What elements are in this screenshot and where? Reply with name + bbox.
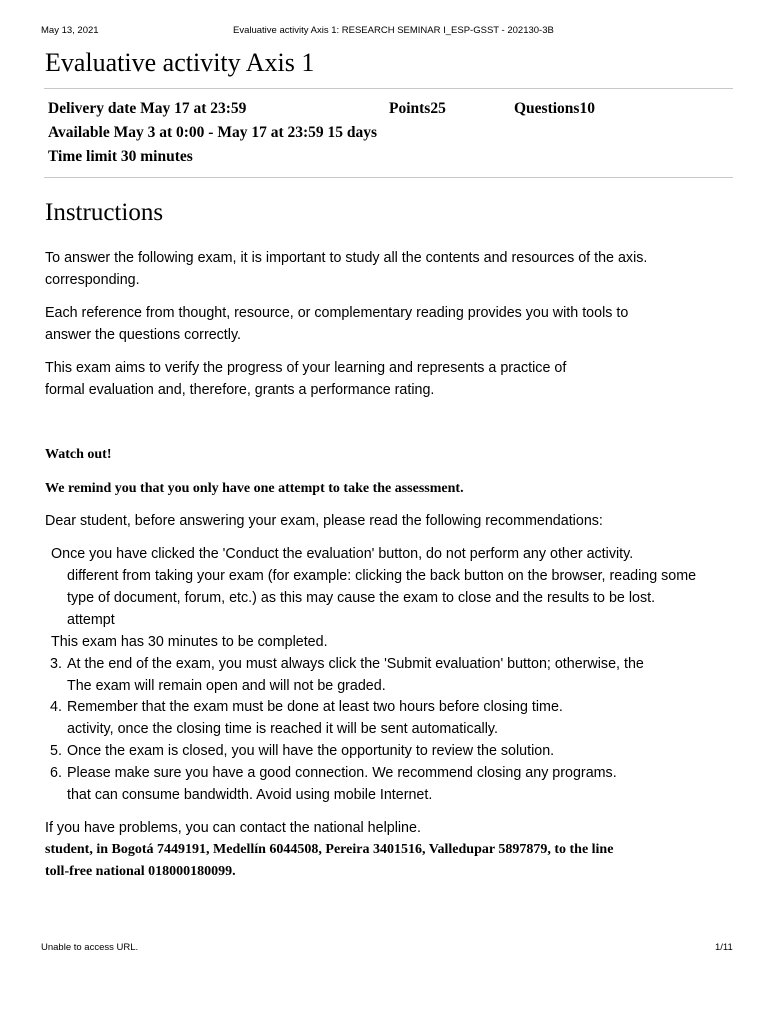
list-item-line: Please make sure you have a good connection. We recommend closing any programs. xyxy=(67,765,617,781)
list-item-continuation xyxy=(67,718,498,740)
instructions-title: Instructions xyxy=(45,199,164,226)
paragraph-line: This exam aims to verify the progress of your learning and represents a practice of xyxy=(45,360,567,376)
one-attempt-notice: We remind you that you only have one attempt to take the assessment. xyxy=(45,481,464,496)
list-item xyxy=(50,696,563,718)
list-item-line: different from taking your exam (for example: clicking the back button on the browser, reading some xyxy=(67,568,697,584)
divider-bottom xyxy=(44,177,733,178)
watch-out-heading: Watch out! xyxy=(45,447,112,462)
divider-top xyxy=(44,88,733,89)
list-number: 3. xyxy=(50,656,62,672)
page-number: 1/11 xyxy=(715,942,733,953)
time-limit: Time limit 30 minutes xyxy=(48,148,193,165)
helpline-text: If you have problems, you can contact the national helpline. xyxy=(45,820,421,836)
list-item-continuation xyxy=(67,565,696,631)
list-item-line: activity, once the closing time is reached it will be sent automatically. xyxy=(67,721,498,737)
contact-line: toll-free national 018000180099. xyxy=(45,864,236,879)
list-item-line: This exam has 30 minutes to be completed. xyxy=(51,634,328,650)
list-number: 5. xyxy=(50,743,62,759)
paragraph-line: corresponding. xyxy=(45,272,140,288)
list-item xyxy=(50,740,554,762)
list-item xyxy=(51,631,328,653)
page-title: Evaluative activity Axis 1 xyxy=(45,48,315,77)
list-number: 4. xyxy=(50,699,62,715)
print-doc-title: Evaluative activity Axis 1: RESEARCH SEMINAR I_ESP-GSST - 202130-3B xyxy=(233,25,554,36)
print-header xyxy=(41,25,733,37)
points: Points25 xyxy=(389,100,446,117)
list-item xyxy=(50,762,617,784)
list-item-continuation xyxy=(67,675,386,697)
paragraph-line: To answer the following exam, it is important to study all the contents and resources of the axis. xyxy=(45,250,648,266)
paragraph-line: formal evaluation and, therefore, grants a performance rating. xyxy=(45,382,435,398)
print-date: May 13, 2021 xyxy=(41,25,99,36)
instructions-paragraph-1 xyxy=(45,247,647,291)
questions-count: Questions10 xyxy=(514,100,595,117)
list-item-line: that can consume bandwidth. Avoid using mobile Internet. xyxy=(67,787,433,803)
list-number: 6. xyxy=(50,765,62,781)
list-item-line: Remember that the exam must be done at least two hours before closing time. xyxy=(67,699,563,715)
paragraph-line: answer the questions correctly. xyxy=(45,327,242,343)
list-item-line: type of document, forum, etc.) as this may cause the exam to close and the results to be lost. xyxy=(67,590,656,606)
list-item-continuation xyxy=(67,784,432,806)
list-item-line: At the end of the exam, you must always click the 'Submit evaluation' button; otherwise, the xyxy=(67,656,644,672)
instructions-paragraph-3 xyxy=(45,357,566,401)
paragraph-line: Each reference from thought, resource, or complementary reading provides you with tools to xyxy=(45,305,629,321)
print-footer-url: Unable to access URL. xyxy=(41,942,139,953)
list-item xyxy=(51,543,633,565)
list-item-line: The exam will remain open and will not be graded. xyxy=(67,678,386,694)
dear-student-text: Dear student, before answering your exam, please read the following recommendations: xyxy=(45,513,603,529)
list-item-line: Once the exam is closed, you will have the opportunity to review the solution. xyxy=(67,743,555,759)
instructions-paragraph-2 xyxy=(45,302,628,346)
contact-line: student, in Bogotá 7449191, Medellín 6044508, Pereira 3401516, Valledupar 5897879, to the line xyxy=(45,842,614,857)
list-item-line: attempt xyxy=(67,612,115,628)
delivery-date: Delivery date May 17 at 23:59 xyxy=(48,100,247,117)
helpline-contact xyxy=(45,839,613,883)
list-item-line: Once you have clicked the 'Conduct the evaluation' button, do not perform any other activity. xyxy=(51,546,634,562)
availability: Available May 3 at 0:00 - May 17 at 23:59 15 days xyxy=(48,124,378,141)
list-item xyxy=(50,653,644,675)
